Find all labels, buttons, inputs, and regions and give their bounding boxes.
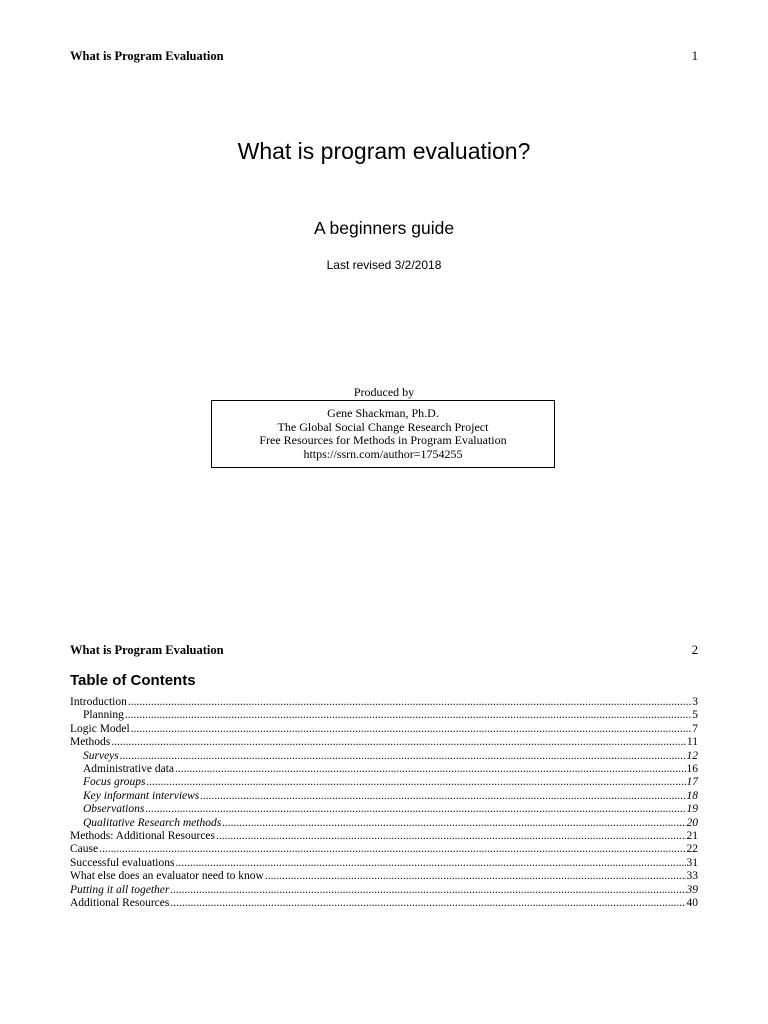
toc-entry-page: 17 <box>686 776 698 789</box>
toc-entry[interactable] <box>70 696 698 709</box>
produced-by-label: Produced by <box>353 385 415 399</box>
toc-entry-page: 22 <box>686 843 698 856</box>
author-link[interactable]: https://ssrn.com/author=1754255 <box>303 446 463 461</box>
document-subtitle: A beginners guide <box>313 218 455 238</box>
toc-entry[interactable] <box>70 763 698 776</box>
credit-box <box>211 400 555 468</box>
toc-leader-dots <box>111 736 686 749</box>
revision-date: Last revised 3/2/2018 <box>326 258 442 272</box>
toc-leader-dots <box>200 790 685 803</box>
toc-heading: Table of Contents <box>70 672 196 689</box>
toc-entry-label: Observations <box>83 803 145 816</box>
toc-entry-page: 40 <box>686 897 698 910</box>
toc-entry-page: 7 <box>692 722 698 735</box>
toc-entry-page: 33 <box>686 870 698 883</box>
toc-leader-dots <box>170 897 685 910</box>
toc-entry-label: Administrative data <box>83 763 175 776</box>
toc-entry-label: Introduction <box>70 696 127 708</box>
toc-entry-label: Methods: Additional Resources <box>70 830 216 843</box>
toc-entry-page: 16 <box>686 763 698 776</box>
toc-entry-label: Putting it all together <box>70 883 170 896</box>
toc-entry-page: 31 <box>686 856 698 869</box>
toc-entry[interactable] <box>70 790 698 803</box>
author-name: Gene Shackman, Ph.D. <box>327 406 439 420</box>
toc-entry-label: Methods <box>70 736 111 749</box>
toc-entry-label: Qualitative Research methods <box>83 816 222 829</box>
toc-entry-label: Key informant interviews <box>83 789 200 802</box>
toc-entry[interactable] <box>70 776 698 789</box>
toc-entry-page: 5 <box>692 709 698 722</box>
toc-entry-page: 21 <box>686 830 698 843</box>
running-head: What is Program Evaluation <box>70 49 224 63</box>
toc-entry-page: 20 <box>686 816 698 829</box>
toc-entry-page: 19 <box>686 803 698 816</box>
running-head: What is Program Evaluation <box>70 643 224 657</box>
toc-leader-dots <box>120 750 686 763</box>
toc-entry[interactable] <box>70 843 698 856</box>
document-title: What is program evaluation? <box>237 138 531 164</box>
toc-entry-label: Surveys <box>83 749 119 762</box>
toc-leader-dots <box>222 817 685 830</box>
toc-entry-label: Logic Model <box>70 722 130 735</box>
toc-entry[interactable] <box>70 817 698 830</box>
toc-entry-label: What else does an evaluator need to know <box>70 870 264 883</box>
toc-entry-page: 11 <box>686 736 698 749</box>
toc-entry-label: Successful evaluations <box>70 856 175 869</box>
toc-entry-page: 12 <box>686 749 698 762</box>
toc-leader-dots <box>128 696 691 709</box>
toc-leader-dots <box>175 763 685 776</box>
toc-entry-page: 3 <box>692 696 698 708</box>
toc-entry-page: 18 <box>686 789 698 802</box>
toc-leader-dots <box>265 870 686 883</box>
toc-entry-page: 39 <box>686 883 698 896</box>
toc-leader-dots <box>147 776 686 789</box>
toc-entry-label: Cause <box>70 843 99 856</box>
toc-leader-dots <box>170 884 685 897</box>
toc-entry[interactable] <box>70 750 698 763</box>
toc-entry[interactable] <box>70 723 698 736</box>
toc-entry[interactable] <box>70 884 698 897</box>
toc-entry-label: Focus groups <box>83 776 146 789</box>
toc-leader-dots <box>175 857 685 870</box>
toc-entry[interactable] <box>70 709 698 722</box>
toc-entry[interactable] <box>70 830 698 843</box>
toc-entry[interactable] <box>70 736 698 749</box>
table-of-contents <box>70 696 698 911</box>
page-number: 2 <box>691 643 698 657</box>
page-number: 1 <box>691 49 698 63</box>
toc-leader-dots <box>125 709 691 722</box>
organization-name: The Global Social Change Research Project <box>277 419 489 434</box>
toc-entry[interactable] <box>70 857 698 870</box>
toc-leader-dots <box>131 723 692 736</box>
toc-entry[interactable] <box>70 870 698 883</box>
toc-entry-label: Planning <box>83 709 124 722</box>
toc-leader-dots <box>216 830 685 843</box>
toc-entry[interactable] <box>70 803 698 816</box>
toc-leader-dots <box>99 843 685 856</box>
toc-leader-dots <box>145 803 685 816</box>
toc-entry[interactable] <box>70 897 698 910</box>
resource-title: Free Resources for Methods in Program Evaluation <box>259 433 507 447</box>
toc-entry-label: Additional Resources <box>70 897 170 910</box>
document-page-2 <box>0 590 768 1024</box>
